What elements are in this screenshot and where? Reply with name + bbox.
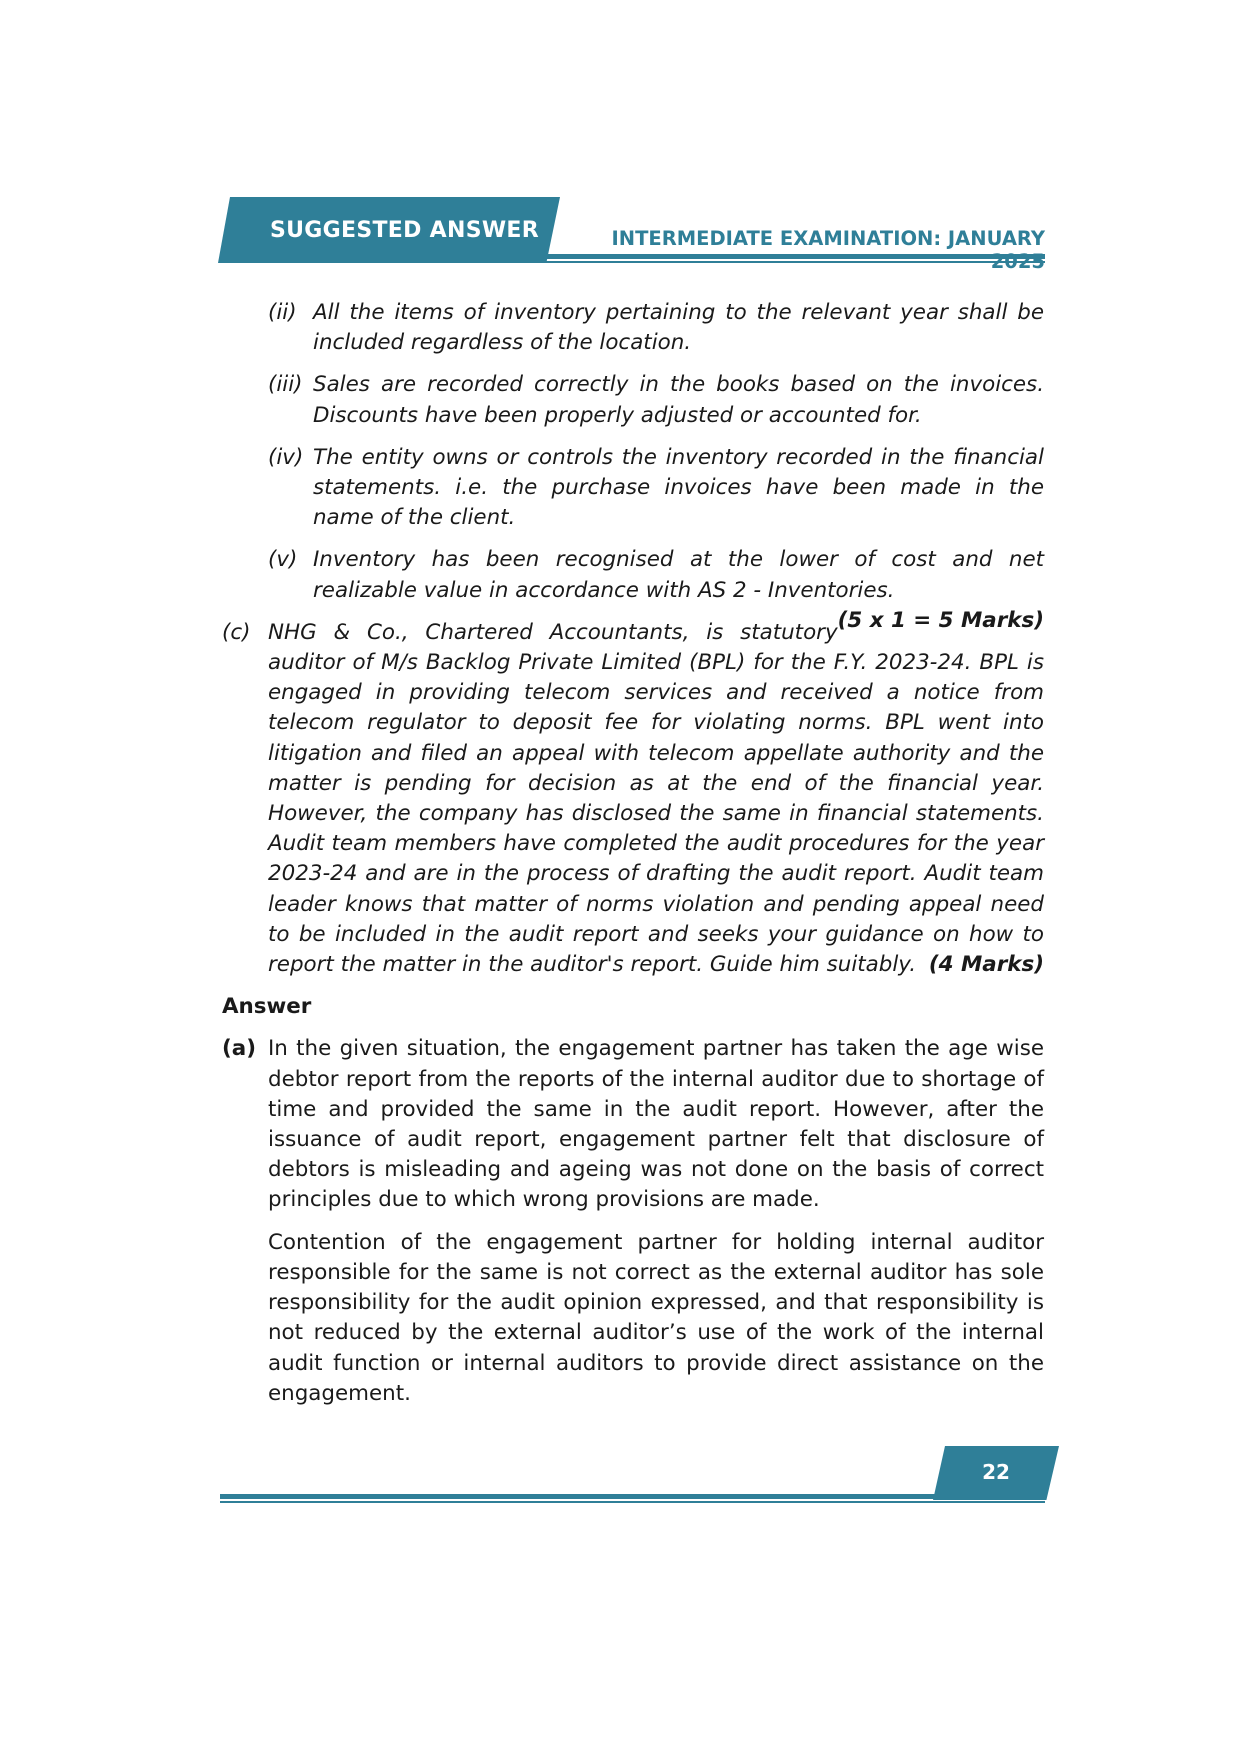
list-item <box>268 370 1044 430</box>
list-item-number: (ii) <box>268 300 297 325</box>
question-c <box>222 618 1044 980</box>
list-item-text: Inventory has been recognised at the lower of cost and net realizable value in accordance with AS 2 - Inventories. <box>313 547 1044 603</box>
list-item <box>268 443 1044 534</box>
list-item-text: All the items of inventory pertaining to the relevant year shall be included regardless of the location. <box>313 300 1044 356</box>
list-item-text: The entity owns or controls the inventory recorded in the financial statements. i.e. the purchase invoices have been made in the name of the client. <box>313 444 1044 531</box>
list-item-number: (iii) <box>268 372 303 398</box>
list-item <box>268 545 1044 633</box>
answer-heading: Answer <box>222 994 312 1020</box>
list-item-text: Sales are recorded correctly in the books based on the invoices. Discounts have been properly adjusted or accounted for. <box>313 372 1044 428</box>
answer-paragraph: Contention of the engagement partner for holding internal auditor responsible for the same is not correct as the external auditor has sole responsibility for the audit opinion expressed, and that responsibility is not reduced by the external auditor’s use of the work of the internal audit function or internal auditors to provide direct assistance on the engagement. <box>268 1229 1044 1406</box>
header-tab-label: SUGGESTED ANSWER <box>270 218 539 243</box>
answer-number: (a) <box>222 1036 256 1062</box>
list-item-number: (iv) <box>268 444 304 470</box>
marks-label: (4 Marks) <box>928 952 1044 978</box>
footer-rule-thin <box>220 1501 1045 1503</box>
header-rule <box>542 254 1045 259</box>
header-rule-thin <box>542 261 1045 263</box>
exam-title: INTERMEDIATE EXAMINATION: JANUARY <box>611 227 1045 250</box>
marks-label: (5 x 1 = 5 Marks) <box>837 607 1044 633</box>
answer-a-para1 <box>222 1034 1044 1215</box>
answer-paragraph: In the given situation, the engagement partner has taken the age wise debtor report from the reports of the internal auditor due to shortage of time and provided the same in the audit report. However, after the issuance of audit report, engagement partner felt that disclosure of debtors is misleading and ageing was not done on the basis of correct principles due to which wrong provisions are made. <box>268 1036 1044 1213</box>
list-item <box>268 298 1044 358</box>
page-content <box>222 298 1044 1409</box>
footer-rule <box>220 1494 1045 1499</box>
question-text: NHG & Co., Chartered Accountants, is statutory auditor of M/s Backlog Private Limited (BPL) for the F.Y. 2023-24. BPL is engaged in providing telecom services and received a notice from telecom regulator to deposit fee for violating norms. BPL went into litigation and filed an appeal with telecom appellate authority and the matter is pending for decision as at the end of the financial year. However, the company has disclosed the same in financial statements. Audit team members have completed the audit procedures for the year 2023-24 and are in the process of drafting the audit report. Audit team leader knows that matter of norms violation and pending appeal need to be included in the audit report and seeks your guidance on how to report the matter in the auditor's report. Guide him suitably. <box>268 619 1044 978</box>
list-item-number: (v) <box>268 547 298 573</box>
answer-a-para2 <box>222 1228 1044 1409</box>
question-number: (c) <box>222 619 251 645</box>
page-number: 22 <box>982 1460 1010 1484</box>
